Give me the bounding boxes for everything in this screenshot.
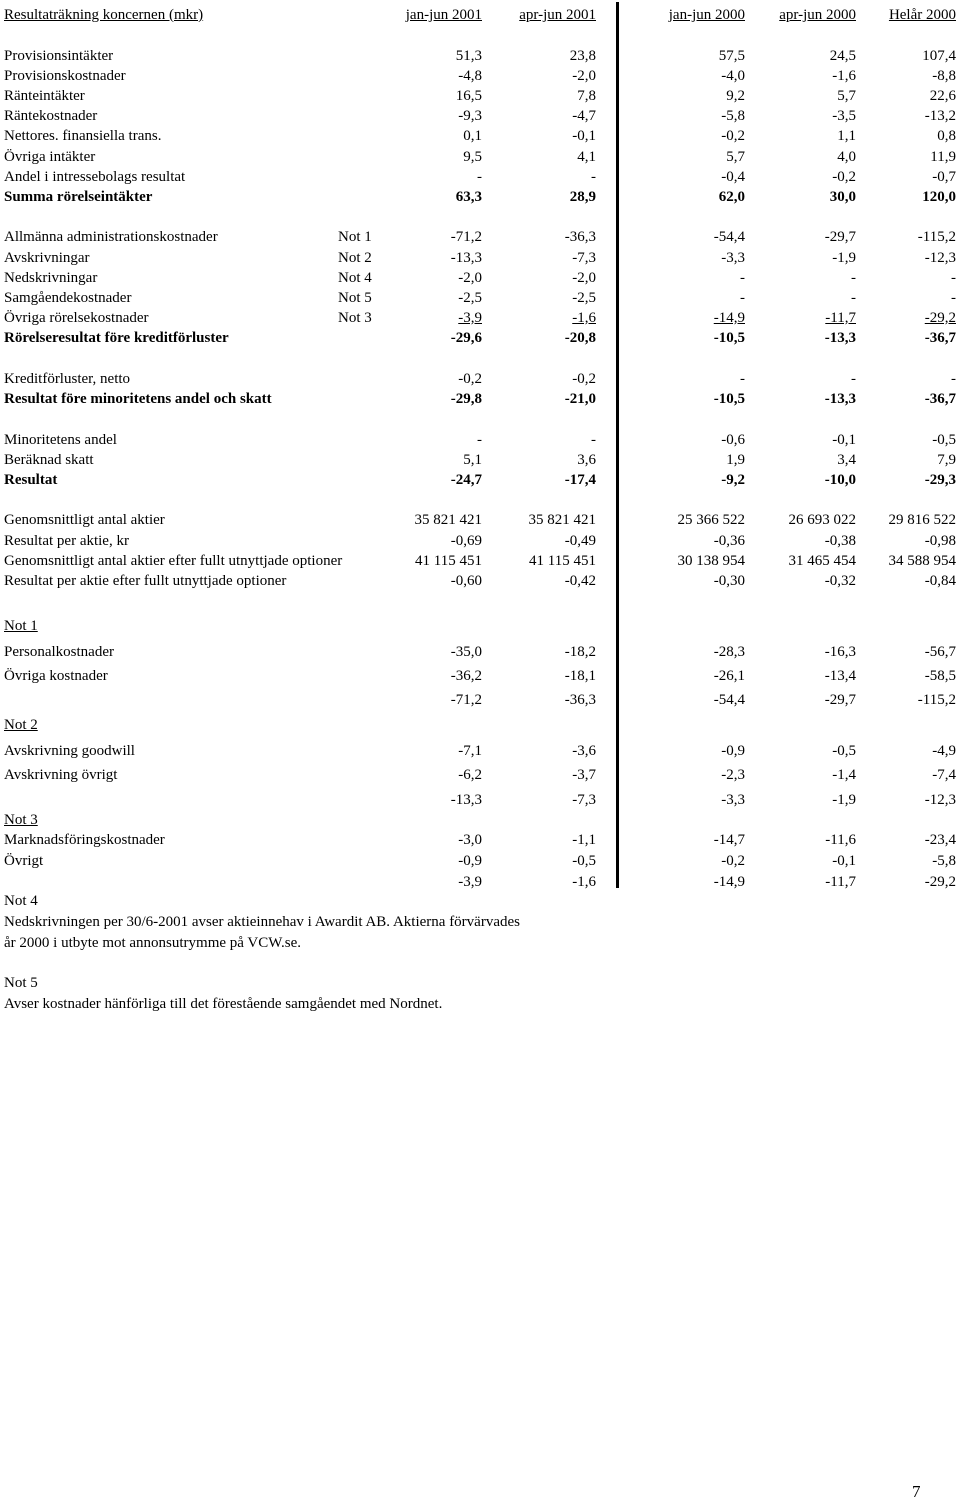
value-cell: -0,60 [450,573,482,589]
page-number: 7 [912,1482,921,1501]
table-row [0,227,960,247]
value-cell: 35 821 421 [414,512,482,528]
value-cell: -23,4 [924,832,956,848]
note-5 [4,973,904,1015]
value-cell: 30 138 954 [677,553,745,569]
value-cell: 1,9 [726,452,745,468]
value-cell: - [591,432,596,448]
value-cell: 62,0 [718,189,745,205]
value-cell: 5,7 [837,88,856,104]
value-cell: 0,1 [463,128,482,144]
value-cell: -3,7 [572,767,596,783]
row-label: Marknadsföringskostnader [4,832,165,848]
value-cell: 23,8 [569,48,596,64]
value-cell: 63,3 [455,189,482,205]
value-cell: -4,8 [458,68,482,84]
value-cell: -7,4 [932,767,956,783]
value-cell: 29 816 522 [888,512,956,528]
value-cell: -24,7 [450,472,482,488]
row-label: Rörelseresultat före kreditförluster [4,330,229,346]
value-cell: -28,3 [713,644,745,660]
value-cell: -14,7 [713,832,745,848]
value-cell: - [740,290,745,306]
column-header: jan-jun 2000 [668,7,745,23]
table-row [0,86,960,106]
value-cell: 1,1 [837,128,856,144]
row-label: Provisionsintäkter [4,48,114,64]
table-row [0,126,960,146]
value-cell: 4,1 [577,149,596,165]
value-cell: -0,1 [572,128,596,144]
note-4-heading: Not 4 [4,893,38,909]
value-cell: -9,3 [458,108,482,124]
value-cell: -36,7 [924,330,956,346]
value-cell: -0,7 [932,169,956,185]
value-cell: -10,0 [824,472,856,488]
row-label: Allmänna administrationskostnader [4,229,218,245]
value-cell: -0,1 [832,853,856,869]
table-row [0,46,960,66]
value-cell: -0,2 [721,128,745,144]
value-cell: -0,9 [721,743,745,759]
value-cell: -1,4 [832,767,856,783]
row-label: Genomsnittligt antal aktier [4,512,165,528]
table-row [0,741,960,761]
row-label: Minoritetens andel [4,432,117,448]
value-cell: -36,3 [564,229,596,245]
table-row [0,147,960,167]
value-cell: -115,2 [917,692,956,708]
value-cell: -0,69 [450,533,482,549]
value-cell: -1,6 [572,874,596,890]
value-cell: -5,8 [932,853,956,869]
table-row [0,851,960,871]
value-cell: -0,42 [564,573,596,589]
value-cell: -11,7 [825,874,856,890]
value-cell: 41 115 451 [529,553,596,569]
value-cell: - [740,371,745,387]
value-cell: -71,2 [450,692,482,708]
value-cell: - [851,290,856,306]
value-cell: -8,8 [932,68,956,84]
value-cell: -0,5 [572,853,596,869]
value-cell: -3,3 [721,250,745,266]
value-cell: 30,0 [829,189,856,205]
table-row [0,106,960,126]
row-label: Resultat före minoritetens andel och skatt [4,391,272,407]
value-cell: -2,0 [572,68,596,84]
note-4-line-1: Nedskrivningen per 30/6-2001 avser aktieinnehav i Awardit AB. Aktierna förvärvades [4,914,520,930]
value-cell: -6,2 [458,767,482,783]
value-cell: -54,4 [713,692,745,708]
value-cell: 41 115 451 [415,553,482,569]
value-cell: -13,2 [924,108,956,124]
table-row [0,872,960,892]
row-label: Personalkostnader [4,644,114,660]
value-cell: -0,9 [458,853,482,869]
value-cell: 25 366 522 [677,512,745,528]
value-cell: 26 693 022 [788,512,856,528]
value-cell: -0,38 [824,533,856,549]
value-cell: -3,9 [458,874,482,890]
value-cell: - [951,371,956,387]
value-cell: - [591,169,596,185]
row-label: Avskrivning goodwill [4,743,135,759]
value-cell: 5,7 [726,149,745,165]
row-label: Not 1 [4,618,38,634]
value-cell: -29,2 [924,874,956,890]
value-cell: -4,0 [721,68,745,84]
value-cell: -10,5 [713,330,745,346]
value-cell: 31 465 454 [788,553,856,569]
table-row [0,571,960,591]
value-cell: -29,7 [824,229,856,245]
table-row [0,288,960,308]
row-label: Samgåendekostnader [4,290,132,306]
table-row [0,642,960,662]
row-label: Beräknad skatt [4,452,94,468]
value-cell: -4,9 [932,743,956,759]
table-row [0,810,960,830]
value-cell: -7,3 [572,792,596,808]
value-cell: -11,7 [825,310,856,326]
value-cell: 16,5 [455,88,482,104]
table-row [0,187,960,207]
value-cell: -58,5 [924,668,956,684]
table-row [0,790,960,810]
value-cell: -0,36 [713,533,745,549]
note-reference: Not 2 [338,250,372,266]
note-reference: Not 3 [338,310,372,326]
row-label: Resultat per aktie, kr [4,533,129,549]
row-label: Ränteintäkter [4,88,85,104]
row-label: Övrigt [4,853,44,869]
value-cell: -7,3 [572,250,596,266]
note-4 [4,891,904,954]
row-label: Resultat per aktie efter fullt utnyttjade optioner [4,573,287,589]
table-row [0,531,960,551]
table-row [0,167,960,187]
value-cell: -1,6 [832,68,856,84]
table-row [0,765,960,785]
value-cell: -2,0 [458,270,482,286]
row-label: Not 3 [4,812,38,828]
value-cell: -56,7 [924,644,956,660]
value-cell: -29,6 [450,330,482,346]
value-cell: -9,2 [721,472,745,488]
value-cell: 4,0 [837,149,856,165]
value-cell: -2,0 [572,270,596,286]
value-cell: -0,84 [924,573,956,589]
value-cell: -54,4 [713,229,745,245]
table-row [0,616,960,636]
row-label: Avskrivning övrigt [4,767,118,783]
value-cell: - [851,270,856,286]
value-cell: -14,9 [713,310,745,326]
column-header: apr-jun 2001 [519,7,596,23]
value-cell: -29,2 [924,310,956,326]
value-cell: - [740,270,745,286]
value-cell: -26,1 [713,668,745,684]
row-label: Övriga intäkter [4,149,96,165]
value-cell: -35,0 [450,644,482,660]
table-row [0,369,960,389]
value-cell: -1,1 [572,832,596,848]
value-cell: -1,9 [832,250,856,266]
table-header [0,5,960,25]
value-cell: -12,3 [924,250,956,266]
value-cell: -13,3 [824,391,856,407]
value-cell: 51,3 [455,48,482,64]
row-label: Andel i intressebolags resultat [4,169,186,185]
value-cell: 9,2 [726,88,745,104]
value-cell: -0,98 [924,533,956,549]
value-cell: 5,1 [463,452,482,468]
row-label: Summa rörelseintäkter [4,189,153,205]
value-cell: 7,8 [577,88,596,104]
value-cell: 22,6 [929,88,956,104]
value-cell: 11,9 [930,149,956,165]
value-cell: -3,0 [458,832,482,848]
value-cell: -1,9 [832,792,856,808]
table-row [0,715,960,735]
table-row [0,830,960,850]
note-5-line-1: Avser kostnader hänförliga till det förestående samgåendet med Nordnet. [4,996,443,1012]
value-cell: -13,3 [450,250,482,266]
value-cell: 0,8 [937,128,956,144]
value-cell: -7,1 [458,743,482,759]
value-cell: -14,9 [713,874,745,890]
row-label: Not 2 [4,717,38,733]
table-row [0,430,960,450]
value-cell: -3,9 [458,310,482,326]
value-cell: -18,1 [564,668,596,684]
note-reference: Not 5 [338,290,372,306]
value-cell: -13,3 [450,792,482,808]
table-row [0,328,960,348]
value-cell: 24,5 [829,48,856,64]
value-cell: -3,3 [721,792,745,808]
row-label: Övriga rörelsekostnader [4,310,149,326]
value-cell: -0,2 [458,371,482,387]
row-label: Övriga kostnader [4,668,108,684]
value-cell: -2,3 [721,767,745,783]
value-cell: -0,1 [832,432,856,448]
value-cell: -115,2 [917,229,956,245]
table-row [0,268,960,288]
value-cell: -71,2 [450,229,482,245]
value-cell: 7,9 [937,452,956,468]
row-label: Avskrivningar [4,250,90,266]
value-cell: 35 821 421 [528,512,596,528]
value-cell: -36,7 [924,391,956,407]
table-row [0,450,960,470]
table-row [0,470,960,490]
value-cell: -11,6 [825,832,856,848]
value-cell: -17,4 [564,472,596,488]
table-row [0,551,960,571]
table-row [0,389,960,409]
value-cell: - [951,290,956,306]
value-cell: -3,5 [832,108,856,124]
value-cell: -0,30 [713,573,745,589]
value-cell: - [951,270,956,286]
value-cell: -0,5 [932,432,956,448]
note-reference: Not 4 [338,270,372,286]
column-header: apr-jun 2000 [779,7,856,23]
value-cell: -4,7 [572,108,596,124]
table-row [0,248,960,268]
value-cell: -36,3 [564,692,596,708]
row-label: Räntekostnader [4,108,98,124]
value-cell: - [477,169,482,185]
column-divider [616,2,619,888]
table-row [0,666,960,686]
value-cell: -1,6 [572,310,596,326]
value-cell: 28,9 [569,189,596,205]
table-row [0,690,960,710]
value-cell: 34 588 954 [888,553,956,569]
value-cell: -12,3 [924,792,956,808]
table-row [0,66,960,86]
value-cell: - [851,371,856,387]
value-cell: -5,8 [721,108,745,124]
value-cell: -21,0 [564,391,596,407]
value-cell: 3,4 [837,452,856,468]
row-label: Kreditförluster, netto [4,371,131,387]
value-cell: 9,5 [463,149,482,165]
value-cell: -36,2 [450,668,482,684]
value-cell: -0,2 [572,371,596,387]
row-label: Resultat [4,472,58,488]
value-cell: - [477,432,482,448]
value-cell: -16,3 [824,644,856,660]
table-row [0,510,960,530]
value-cell: -2,5 [572,290,596,306]
column-header: jan-jun 2001 [405,7,482,23]
value-cell: -0,6 [721,432,745,448]
value-cell: -13,3 [824,330,856,346]
value-cell: -3,6 [572,743,596,759]
value-cell: -29,3 [924,472,956,488]
note-4-line-2: år 2000 i utbyte mot annonsutrymme på VCW.se. [4,935,302,951]
row-label: Nettores. finansiella trans. [4,128,162,144]
value-cell: -0,5 [832,743,856,759]
value-cell: -10,5 [713,391,745,407]
table-title: Resultaträkning koncernen (mkr) [4,7,204,23]
value-cell: -18,2 [564,644,596,660]
value-cell: 107,4 [922,48,956,64]
table-row [0,308,960,328]
row-label: Provisionskostnader [4,68,126,84]
value-cell: -29,7 [824,692,856,708]
row-label: Nedskrivningar [4,270,98,286]
value-cell: 3,6 [577,452,596,468]
note-reference: Not 1 [338,229,372,245]
value-cell: -20,8 [564,330,596,346]
value-cell: -13,4 [824,668,856,684]
value-cell: -0,32 [824,573,856,589]
value-cell: -29,8 [450,391,482,407]
value-cell: 57,5 [718,48,745,64]
value-cell: -0,4 [721,169,745,185]
value-cell: -0,2 [721,853,745,869]
row-label: Genomsnittligt antal aktier efter fullt utnyttjade optioner [4,553,343,569]
value-cell: -2,5 [458,290,482,306]
value-cell: -0,2 [832,169,856,185]
column-header: Helår 2000 [888,7,956,23]
note-5-heading: Not 5 [4,975,38,991]
value-cell: 120,0 [922,189,956,205]
value-cell: -0,49 [564,533,596,549]
